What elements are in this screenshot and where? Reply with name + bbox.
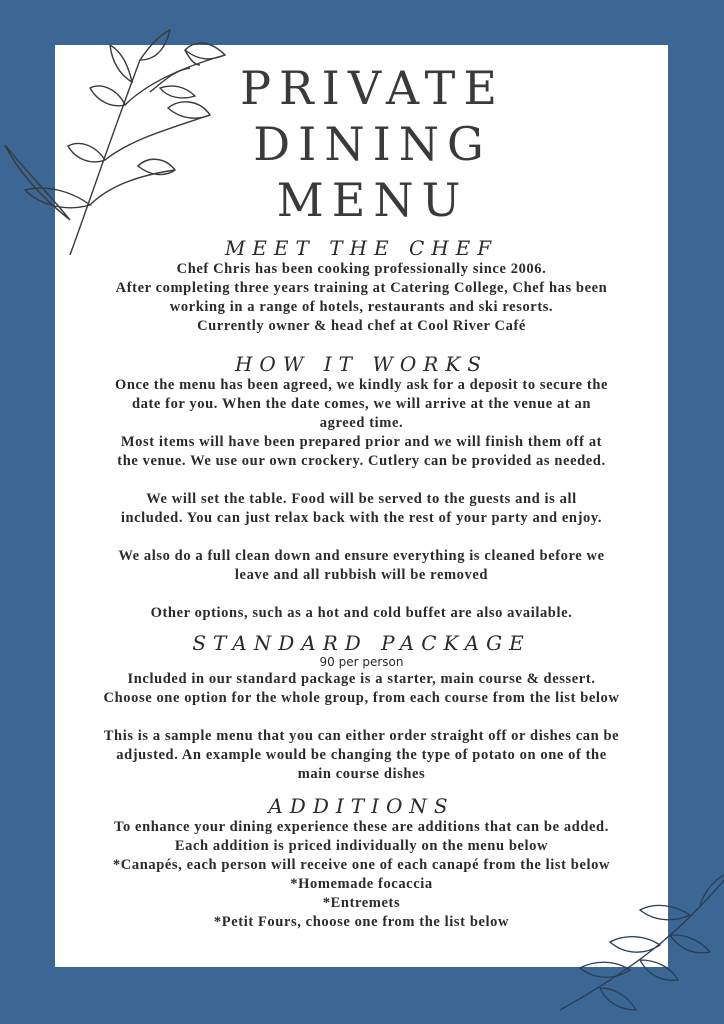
package-line: Included in our standard package is a starter, main course & dessert.: [127, 671, 596, 687]
how-line: the venue. We use our own crockery. Cutlery can be provided as needed.: [117, 453, 606, 469]
chef-line: Currently owner & head chef at Cool River Café: [197, 318, 526, 334]
package-line: This is a sample menu that you can either order straight off or dishes can be: [103, 728, 620, 744]
how-line: Most items will have been prepared prior and we will finish them off at: [120, 434, 603, 450]
title-line-dining: DINING: [253, 117, 492, 171]
title-line-menu: MENU: [276, 173, 469, 227]
menu-content: [55, 50, 668, 932]
additions-line: *Petit Fours, choose one from the list below: [213, 914, 510, 930]
additions-line: *Entremets: [322, 895, 401, 911]
package-price: 90 per person: [319, 655, 404, 669]
package-line: Choose one option for the whole group, from each course from the list below: [103, 690, 620, 706]
chef-line: Chef Chris has been cooking professionally since 2006.: [176, 261, 547, 277]
heading-meet-the-chef: MEET THE CHEF: [224, 236, 499, 260]
package-line: main course dishes: [297, 766, 426, 782]
how-line: Other options, such as a hot and cold buffet are also available.: [150, 605, 573, 621]
title-line-private: PRIVATE: [240, 61, 505, 115]
page-title: [77, 60, 668, 228]
how-line: leave and all rubbish will be removed: [234, 567, 489, 583]
additions-line: *Canapés, each person will receive one of each canapé from the list below: [112, 857, 611, 873]
heading-how-it-works: HOW IT WORKS: [234, 352, 488, 376]
how-line: date for you. When the date comes, we will arrive at the venue at an: [131, 396, 592, 412]
how-line: We also do a full clean down and ensure everything is cleaned before we: [118, 548, 605, 564]
heading-standard-package: STANDARD PACKAGE: [192, 631, 531, 655]
additions-line: Each addition is priced individually on the menu below: [174, 838, 549, 854]
additions-line: To enhance your dining experience these are additions that can be added.: [114, 819, 609, 835]
how-line: agreed time.: [319, 415, 404, 431]
how-line: included. You can just relax back with the rest of your party and enjoy.: [120, 510, 603, 526]
chef-line: working in a range of hotels, restaurants and ski resorts.: [169, 299, 554, 315]
package-line: adjusted. An example would be changing the type of potato on one of the: [116, 747, 607, 763]
how-line: Once the menu has been agreed, we kindly ask for a deposit to secure the: [114, 377, 609, 393]
heading-additions: ADDITIONS: [268, 794, 455, 818]
chef-line: After completing three years training at Catering College, Chef has been: [115, 280, 608, 296]
how-line: We will set the table. Food will be served to the guests and is all: [146, 491, 577, 507]
additions-line: *Homemade focaccia: [290, 876, 433, 892]
